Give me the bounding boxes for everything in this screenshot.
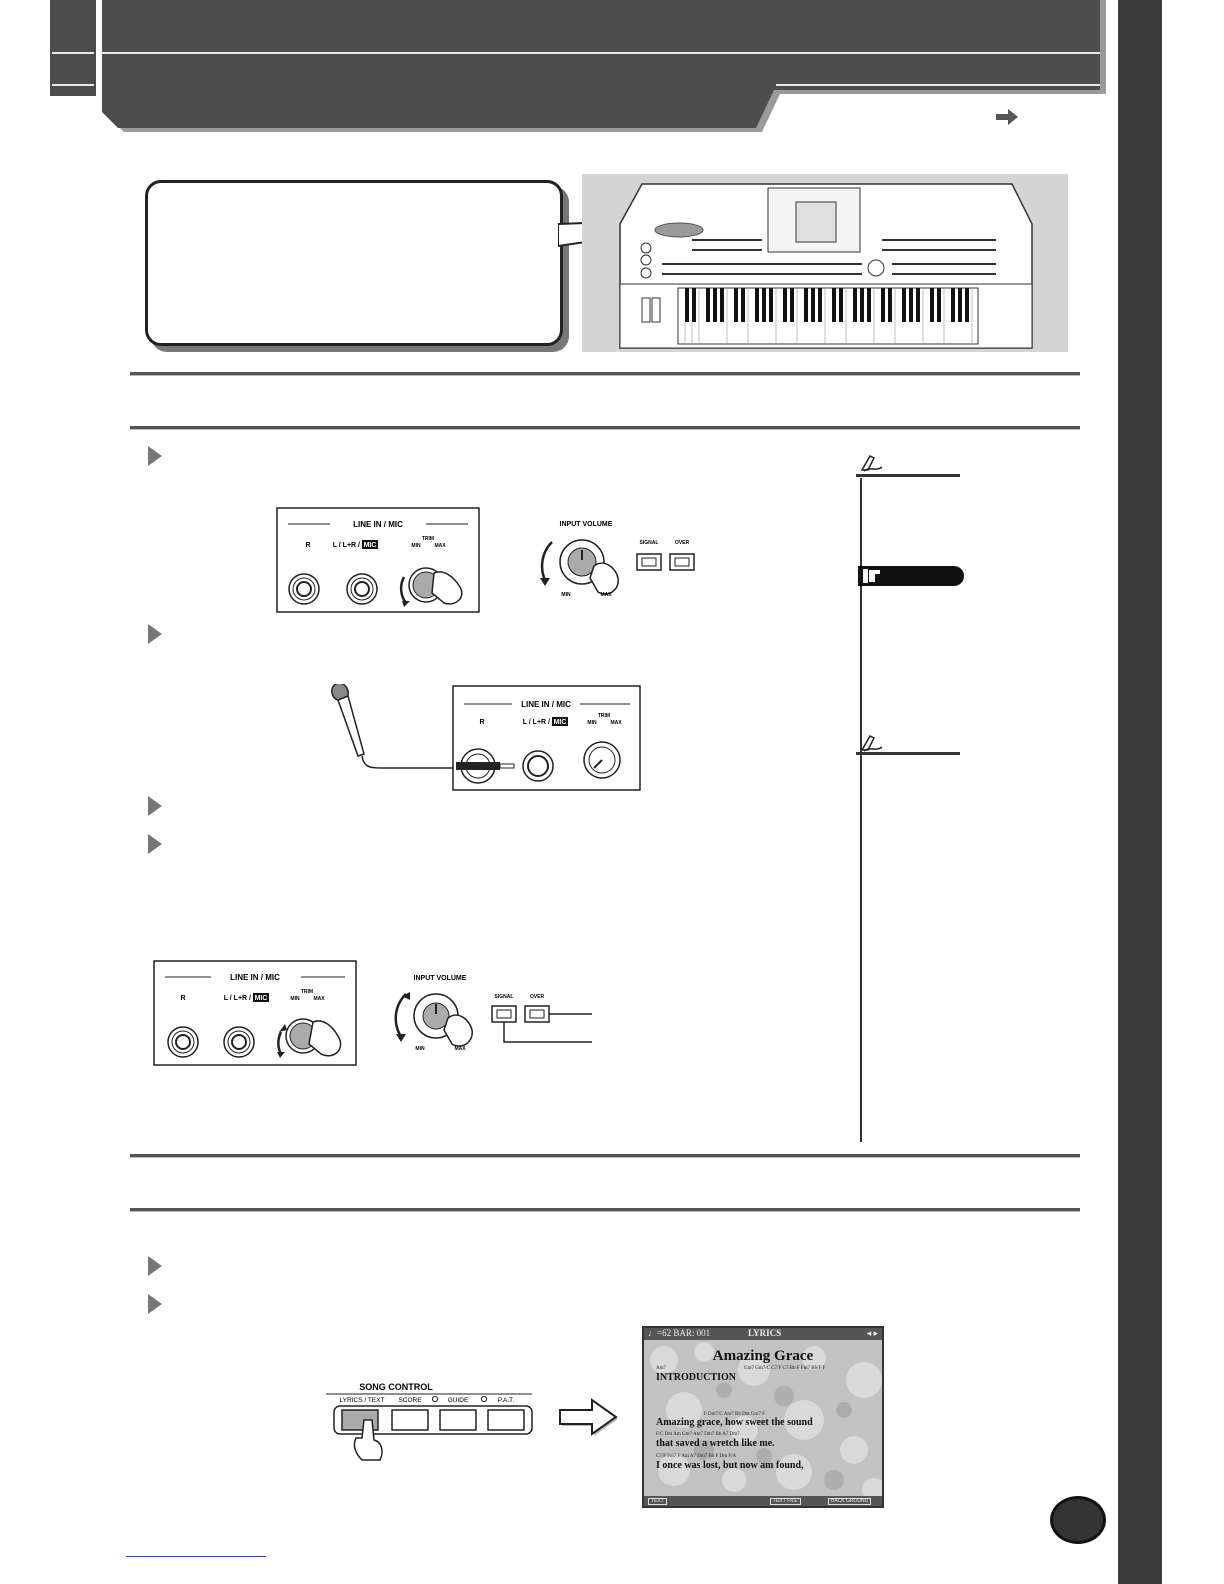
right-arrow-icon bbox=[558, 1398, 622, 1440]
keyboard-drawing bbox=[582, 174, 1068, 352]
vol-max-label: MAX bbox=[600, 592, 612, 598]
score-button[interactable] bbox=[392, 1410, 428, 1430]
page-arrows-icon: ◂ ▸ bbox=[866, 1328, 878, 1338]
jack-label-r: R bbox=[305, 542, 311, 549]
song-control-title: SONG CONTROL bbox=[359, 1382, 433, 1392]
hand-icon bbox=[444, 1015, 472, 1046]
trim-max-label: MAX bbox=[313, 996, 325, 1002]
pat-button[interactable] bbox=[488, 1410, 524, 1430]
lcd-screen-title: LYRICS bbox=[748, 1328, 782, 1338]
step-marker-4 bbox=[148, 834, 162, 854]
section-1-bottom-rule bbox=[130, 426, 1080, 430]
trim-min-label: MIN bbox=[411, 543, 421, 549]
panel-title: LINE IN / MIC bbox=[353, 520, 403, 529]
guide-button-label: GUIDE bbox=[447, 1397, 469, 1404]
lcd-header-bar bbox=[644, 1328, 882, 1340]
step-marker-2 bbox=[148, 624, 162, 644]
section-2-bottom-rule bbox=[130, 1208, 1080, 1212]
trim-max-label: MAX bbox=[610, 720, 622, 726]
lyric-section-label: INTRODUCTION bbox=[656, 1372, 737, 1383]
text-tab[interactable]: TEXT bbox=[648, 1498, 667, 1505]
song-title: Amazing Grace bbox=[712, 1348, 814, 1364]
step-marker-6 bbox=[148, 1294, 162, 1314]
vol-min-label: MIN bbox=[415, 1046, 425, 1052]
jack-label-mic: MIC bbox=[553, 719, 567, 726]
header-shape bbox=[50, 0, 1110, 140]
vol-min-label: MIN bbox=[561, 592, 571, 598]
lcd-footer-bar bbox=[644, 1496, 882, 1506]
panel-title: LINE IN / MIC bbox=[521, 700, 571, 709]
over-label: OVER bbox=[674, 540, 690, 546]
jack-label-mic: MIC bbox=[254, 995, 268, 1002]
guide-button[interactable] bbox=[440, 1410, 476, 1430]
over-lamp-icon bbox=[670, 554, 694, 570]
background-tab[interactable]: BACK GROUND bbox=[828, 1498, 871, 1505]
jack-r-icon bbox=[168, 1027, 198, 1057]
input-volume-control-2 bbox=[386, 970, 596, 1056]
callout-box bbox=[145, 180, 563, 346]
chord-line: F/C Dm Am Gm7 Am7 Dm7 Bb A7 Dm7 bbox=[656, 1432, 740, 1437]
text-file-tab[interactable]: TEXT FILE bbox=[770, 1498, 801, 1505]
song-control-panel bbox=[322, 1380, 536, 1464]
section-1-top-rule bbox=[130, 372, 1080, 376]
trim-label: TRIM bbox=[597, 713, 611, 719]
trim-max-label: MAX bbox=[434, 543, 446, 549]
jack-label-l: L / L+R / bbox=[522, 719, 550, 726]
score-button-label: SCORE bbox=[398, 1397, 422, 1404]
jack-label-l: L / L+R / bbox=[223, 995, 251, 1002]
footer-link-underline[interactable] bbox=[126, 1556, 266, 1557]
chord-line: F Dm7/C Am7 Bb Dm Gm7 F bbox=[704, 1412, 765, 1417]
note-header-rule-2 bbox=[856, 752, 960, 755]
note-header-rule-1 bbox=[856, 474, 960, 477]
chapter-header-banner bbox=[50, 0, 1110, 140]
jack-label-l: L / L+R / bbox=[332, 542, 360, 549]
page-side-tab bbox=[1118, 0, 1162, 1584]
trim-label: TRIM bbox=[300, 989, 314, 995]
signal-lamp-icon bbox=[637, 554, 661, 570]
pat-button-label: P.A.T. bbox=[497, 1397, 515, 1404]
step-marker-1 bbox=[148, 446, 162, 466]
lyric-line-1: Amazing grace, how sweet the sound bbox=[656, 1417, 813, 1428]
over-lamp-icon bbox=[525, 1006, 549, 1022]
trim-min-label: MIN bbox=[290, 996, 300, 1002]
keyboard-illustration bbox=[582, 174, 1068, 352]
lyric-line-3: I once was lost, but now am found, bbox=[656, 1460, 804, 1471]
chord-line: Gm7 Gm7/C C7/F C7/Bb F Fm7 Bb/F F bbox=[744, 1366, 826, 1371]
lyrics-display-screen bbox=[642, 1326, 884, 1508]
panel-title: LINE IN / MIC bbox=[230, 973, 280, 982]
jack-l-icon bbox=[347, 574, 377, 604]
step-marker-3 bbox=[148, 796, 162, 816]
microphone-icon bbox=[329, 684, 456, 768]
chord-line: C7/F Fm7 F Am A7 Dm7 Bb F Dm F/A bbox=[656, 1454, 737, 1459]
jack-r-icon bbox=[289, 574, 319, 604]
jack-label-mic: MIC bbox=[363, 542, 377, 549]
line-in-mic-panel-1 bbox=[276, 507, 480, 613]
signal-label: SIGNAL bbox=[494, 994, 514, 1000]
lyric-line-2: that saved a wretch like me. bbox=[656, 1438, 775, 1449]
continue-arrow-icon bbox=[994, 108, 1020, 126]
note-pen-icon bbox=[860, 732, 886, 754]
lyrics-text-button-label: LYRICS / TEXT bbox=[339, 1397, 385, 1404]
line-in-mic-panel-2 bbox=[153, 960, 357, 1066]
signal-lamp-icon bbox=[492, 1006, 516, 1022]
signal-label: SIGNAL bbox=[639, 540, 659, 546]
over-label: OVER bbox=[529, 994, 545, 1000]
pointing-hand-icon bbox=[862, 566, 884, 586]
trim-knob-icon bbox=[584, 742, 620, 778]
jack-l-icon bbox=[224, 1027, 254, 1057]
jack-label-r: R bbox=[479, 719, 485, 726]
hand-icon bbox=[590, 563, 618, 594]
jack-l-icon bbox=[523, 751, 553, 781]
trim-label: TRIM bbox=[421, 536, 435, 542]
input-volume-label: INPUT VOLUME bbox=[413, 975, 467, 982]
input-volume-label: INPUT VOLUME bbox=[559, 521, 613, 528]
step-marker-5 bbox=[148, 1256, 162, 1276]
mic-connection-diagram bbox=[326, 684, 642, 792]
page-number-badge bbox=[1050, 1496, 1106, 1544]
jack-label-r: R bbox=[180, 995, 186, 1002]
vol-max-label: MAX bbox=[454, 1046, 466, 1052]
input-volume-control-1 bbox=[532, 516, 712, 602]
section-2-top-rule bbox=[130, 1154, 1080, 1158]
chord-line: Am7 bbox=[656, 1366, 666, 1371]
trim-min-label: MIN bbox=[587, 720, 597, 726]
note-pen-icon bbox=[860, 452, 886, 474]
tempo-bar-readout: ♩=62 BAR: 001 bbox=[648, 1328, 711, 1338]
